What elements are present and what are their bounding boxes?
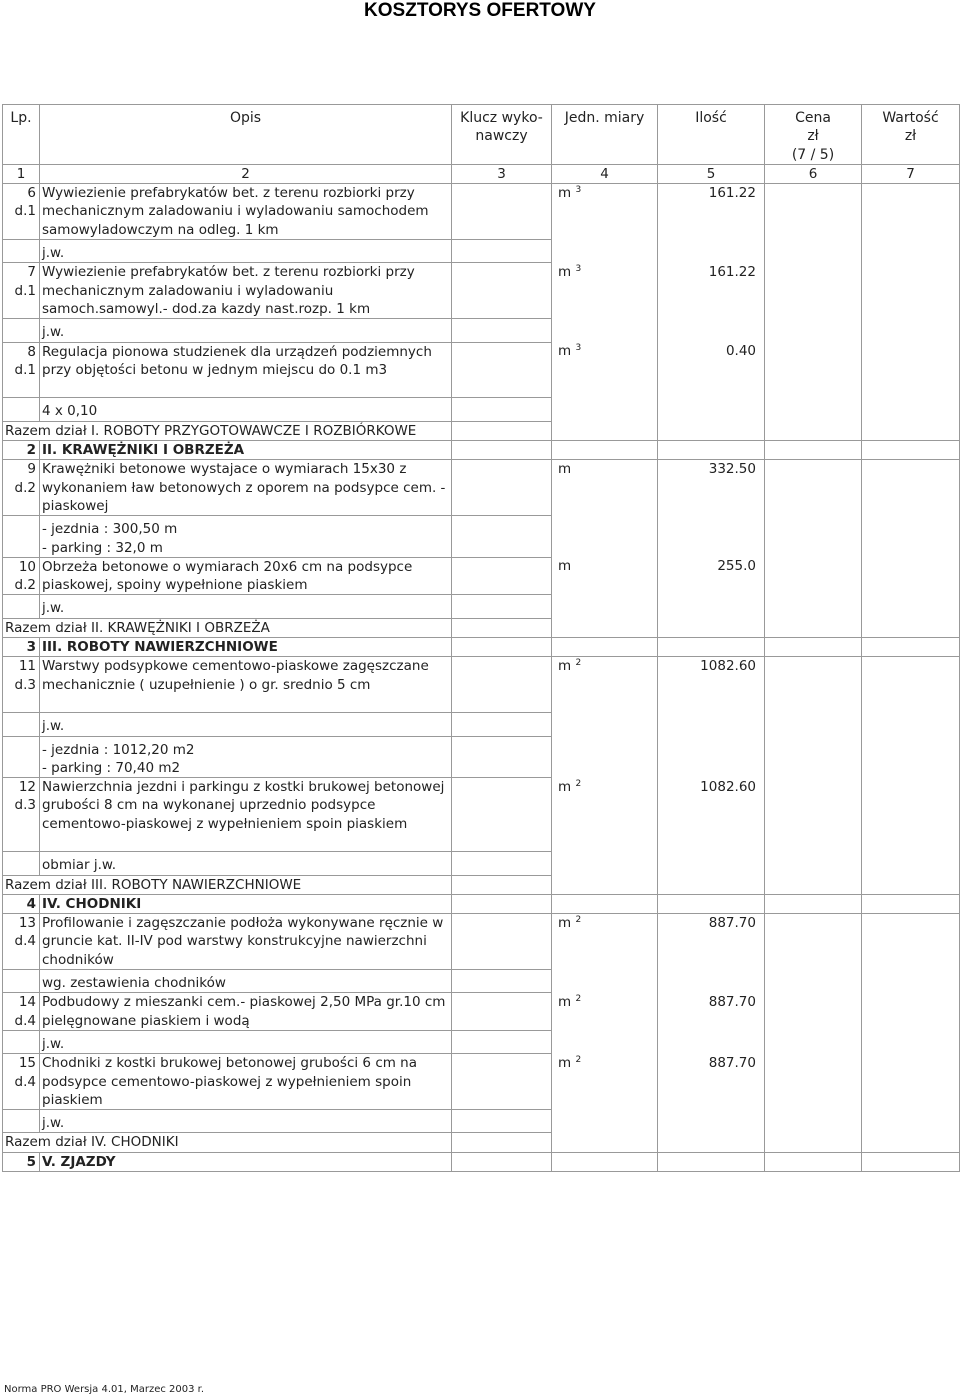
table-row — [3, 657, 960, 713]
header-cena: Cena zł (7 / 5) — [765, 105, 862, 165]
table-row — [3, 1133, 960, 1152]
measure-note: wg. zestawienia chodników — [40, 970, 452, 993]
empty-cell — [552, 713, 658, 736]
section-number: 2 — [3, 441, 40, 460]
empty-cell — [862, 1152, 960, 1171]
empty-cell — [862, 618, 960, 637]
empty-cell — [452, 516, 552, 558]
item-unit — [552, 342, 658, 398]
item-key — [452, 460, 552, 516]
measure-note: j.w. — [40, 1110, 452, 1133]
item-description: Krawężniki betonowe wystajace o wymiarach 15x30 z wykonaniem ław betonowych z oporem na podsypce cem. - piaskowej — [40, 460, 452, 516]
footer-note: Norma PRO Wersja 4.01, Marzec 2003 r. — [4, 1384, 205, 1395]
unit-label: m — [558, 263, 572, 280]
item-unit — [552, 460, 658, 516]
unit-label: m — [558, 658, 572, 675]
item-key — [452, 342, 552, 398]
empty-cell — [862, 1133, 960, 1152]
item-unit — [552, 557, 658, 595]
empty-cell — [862, 1110, 960, 1133]
empty-cell — [862, 852, 960, 875]
empty-cell — [862, 914, 960, 970]
empty-cell — [452, 638, 552, 657]
section-heading: III. ROBOTY NAWIERZCHNIOWE — [40, 638, 452, 657]
item-number: 9 d.2 — [3, 460, 40, 516]
empty-cell — [3, 852, 40, 875]
item-number: 6 d.1 — [3, 184, 40, 240]
table-row — [3, 1152, 960, 1171]
table-row — [3, 441, 960, 460]
empty-cell — [658, 875, 765, 894]
item-key — [452, 184, 552, 240]
table-row — [3, 342, 960, 398]
header-lp: Lp. — [3, 105, 40, 165]
table-row — [3, 875, 960, 894]
empty-cell — [552, 638, 658, 657]
empty-cell — [658, 398, 765, 421]
empty-cell — [765, 778, 862, 852]
table-row — [3, 595, 960, 618]
empty-cell — [3, 713, 40, 736]
item-quantity: 0.40 — [658, 342, 765, 398]
measure-note: - jezdnia : 1012,20 m2 - parking : 70,40 m2 — [40, 736, 452, 778]
item-unit — [552, 184, 658, 240]
header-ilosc: Ilość — [658, 105, 765, 165]
item-number: 10 d.2 — [3, 557, 40, 595]
empty-cell — [765, 460, 862, 516]
unit-label: m — [558, 558, 572, 575]
table-row — [3, 638, 960, 657]
empty-cell — [765, 263, 862, 319]
table-row — [3, 398, 960, 421]
measure-note: j.w. — [40, 319, 452, 342]
empty-cell — [765, 240, 862, 263]
item-unit — [552, 657, 658, 713]
empty-cell — [765, 398, 862, 421]
empty-cell — [862, 557, 960, 595]
empty-cell — [765, 736, 862, 778]
unit-label: m — [558, 993, 572, 1010]
empty-cell — [552, 970, 658, 993]
empty-cell — [862, 398, 960, 421]
empty-cell — [552, 319, 658, 342]
empty-cell — [658, 1110, 765, 1133]
empty-cell — [452, 1133, 552, 1152]
column-number: 6 — [765, 164, 862, 183]
table-row — [3, 914, 960, 970]
unit-exponent: 3 — [575, 263, 582, 274]
section-summary: Razem dział I. ROBOTY PRZYGOTOWAWCZE I ROZBIÓRKOWE — [3, 421, 452, 440]
column-number: 3 — [452, 164, 552, 183]
measure-note: j.w. — [40, 595, 452, 618]
empty-cell — [552, 875, 658, 894]
table-row — [3, 618, 960, 637]
table-row — [3, 894, 960, 913]
empty-cell — [862, 460, 960, 516]
item-key — [452, 263, 552, 319]
empty-cell — [862, 713, 960, 736]
item-key — [452, 914, 552, 970]
item-quantity: 1082.60 — [658, 778, 765, 852]
empty-cell — [862, 421, 960, 440]
empty-cell — [658, 319, 765, 342]
section-heading: V. ZJAZDY — [40, 1152, 452, 1171]
table-row — [3, 713, 960, 736]
empty-cell — [3, 970, 40, 993]
empty-cell — [765, 441, 862, 460]
empty-cell — [765, 1152, 862, 1171]
empty-cell — [862, 736, 960, 778]
column-number: 4 — [552, 164, 658, 183]
empty-cell — [552, 1152, 658, 1171]
empty-cell — [862, 595, 960, 618]
empty-cell — [3, 319, 40, 342]
empty-cell — [765, 184, 862, 240]
item-key — [452, 657, 552, 713]
table-row — [3, 1054, 960, 1110]
empty-cell — [862, 263, 960, 319]
item-key — [452, 993, 552, 1031]
unit-label: m — [558, 1054, 572, 1071]
table-row — [3, 557, 960, 595]
empty-cell — [658, 240, 765, 263]
empty-cell — [765, 875, 862, 894]
header-jedn: Jedn. miary — [552, 105, 658, 165]
empty-cell — [552, 852, 658, 875]
empty-cell — [765, 852, 862, 875]
empty-cell — [862, 894, 960, 913]
empty-cell — [658, 1133, 765, 1152]
table-row — [3, 993, 960, 1031]
column-number: 5 — [658, 164, 765, 183]
unit-exponent: 3 — [575, 343, 582, 354]
item-description: Profilowanie i zagęszczanie podłoża wykonywane ręcznie w gruncie kat. II-IV pod warstwy konstrukcyjne nawierzchni chodników — [40, 914, 452, 970]
empty-cell — [765, 342, 862, 398]
empty-cell — [862, 342, 960, 398]
empty-cell — [765, 595, 862, 618]
empty-cell — [452, 595, 552, 618]
header-klucz: Klucz wyko- nawczy — [452, 105, 552, 165]
empty-cell — [765, 914, 862, 970]
empty-cell — [862, 319, 960, 342]
empty-cell — [452, 852, 552, 875]
item-quantity: 161.22 — [658, 184, 765, 240]
empty-cell — [452, 319, 552, 342]
empty-cell — [862, 184, 960, 240]
table-row — [3, 852, 960, 875]
table-row — [3, 421, 960, 440]
empty-cell — [862, 778, 960, 852]
header-wartosc: Wartość zł — [862, 105, 960, 165]
empty-cell — [658, 894, 765, 913]
table-row — [3, 319, 960, 342]
measure-note: j.w. — [40, 1030, 452, 1053]
measure-note: - jezdnia : 300,50 m - parking : 32,0 m — [40, 516, 452, 558]
item-quantity: 887.70 — [658, 993, 765, 1031]
empty-cell — [658, 516, 765, 558]
unit-label: m — [558, 185, 572, 202]
table-body — [3, 105, 960, 1172]
empty-cell — [765, 421, 862, 440]
table-row — [3, 184, 960, 240]
empty-cell — [765, 618, 862, 637]
empty-cell — [862, 516, 960, 558]
unit-exponent: 3 — [575, 185, 582, 196]
measure-note: obmiar j.w. — [40, 852, 452, 875]
header-opis: Opis — [40, 105, 452, 165]
section-heading: IV. CHODNIKI — [40, 894, 452, 913]
item-description: Regulacja pionowa studzienek dla urządzeń podziemnych przy objętości betonu w jednym miejscu do 0.1 m3 — [40, 342, 452, 398]
empty-cell — [765, 1110, 862, 1133]
unit-label: m — [558, 915, 572, 932]
table-row — [3, 263, 960, 319]
item-unit — [552, 1054, 658, 1110]
table-row — [3, 736, 960, 778]
page-title: KOSZTORYS OFERTOWY — [364, 0, 596, 21]
unit-exponent: 2 — [575, 1054, 582, 1065]
empty-cell — [3, 1030, 40, 1053]
empty-cell — [765, 657, 862, 713]
empty-cell — [552, 618, 658, 637]
empty-cell — [765, 1030, 862, 1053]
empty-cell — [3, 516, 40, 558]
item-key — [452, 1054, 552, 1110]
item-quantity: 1082.60 — [658, 657, 765, 713]
measure-note: 4 x 0,10 — [40, 398, 452, 421]
column-number-row — [3, 164, 960, 183]
empty-cell — [452, 398, 552, 421]
empty-cell — [862, 970, 960, 993]
item-description: Warstwy podsypkowe cementowo-piaskowe zagęszczane mechanicznie ( uzupełnienie ) o gr. srednio 5 cm — [40, 657, 452, 713]
empty-cell — [552, 1110, 658, 1133]
item-number: 15 d.4 — [3, 1054, 40, 1110]
empty-cell — [552, 1030, 658, 1053]
unit-label: m — [558, 343, 572, 360]
item-unit — [552, 914, 658, 970]
unit-exponent: 2 — [575, 658, 582, 669]
empty-cell — [552, 421, 658, 440]
empty-cell — [658, 618, 765, 637]
empty-cell — [552, 240, 658, 263]
empty-cell — [765, 1054, 862, 1110]
empty-cell — [3, 398, 40, 421]
item-unit — [552, 993, 658, 1031]
item-quantity: 161.22 — [658, 263, 765, 319]
empty-cell — [452, 421, 552, 440]
empty-cell — [452, 970, 552, 993]
measure-note: j.w. — [40, 713, 452, 736]
empty-cell — [552, 516, 658, 558]
column-number: 7 — [862, 164, 960, 183]
item-description: Nawierzchnia jezdni i parkingu z kostki brukowej betonowej grubości 8 cm na wykonanej uprzednio podsypce cementowo-piaskowej z wypełnieniem spoin piaskiem — [40, 778, 452, 852]
table-row — [3, 778, 960, 852]
empty-cell — [552, 398, 658, 421]
empty-cell — [452, 1030, 552, 1053]
empty-cell — [452, 618, 552, 637]
empty-cell — [3, 240, 40, 263]
empty-cell — [862, 875, 960, 894]
section-summary: Razem dział II. KRAWĘŻNIKI I OBRZEŻA — [3, 618, 452, 637]
empty-cell — [552, 595, 658, 618]
measure-note: j.w. — [40, 240, 452, 263]
empty-cell — [452, 441, 552, 460]
table-row — [3, 1110, 960, 1133]
empty-cell — [765, 894, 862, 913]
item-unit — [552, 778, 658, 852]
section-number: 4 — [3, 894, 40, 913]
empty-cell — [552, 736, 658, 778]
empty-cell — [658, 970, 765, 993]
section-summary: Razem dział III. ROBOTY NAWIERZCHNIOWE — [3, 875, 452, 894]
table-row — [3, 460, 960, 516]
empty-cell — [658, 638, 765, 657]
item-number: 12 d.3 — [3, 778, 40, 852]
empty-cell — [3, 1110, 40, 1133]
empty-cell — [862, 1054, 960, 1110]
item-quantity: 887.70 — [658, 1054, 765, 1110]
empty-cell — [658, 1152, 765, 1171]
empty-cell — [3, 595, 40, 618]
empty-cell — [862, 638, 960, 657]
empty-cell — [765, 557, 862, 595]
item-quantity: 255.0 — [658, 557, 765, 595]
section-summary: Razem dział IV. CHODNIKI — [3, 1133, 452, 1152]
table-row — [3, 1030, 960, 1053]
section-number: 3 — [3, 638, 40, 657]
empty-cell — [552, 1133, 658, 1152]
item-quantity: 887.70 — [658, 914, 765, 970]
empty-cell — [658, 441, 765, 460]
empty-cell — [658, 1030, 765, 1053]
empty-cell — [765, 1133, 862, 1152]
empty-cell — [658, 852, 765, 875]
table-row — [3, 970, 960, 993]
empty-cell — [862, 657, 960, 713]
item-number: 13 d.4 — [3, 914, 40, 970]
empty-cell — [658, 736, 765, 778]
item-number: 8 d.1 — [3, 342, 40, 398]
section-heading: II. KRAWĘŻNIKI I OBRZEŻA — [40, 441, 452, 460]
item-quantity: 332.50 — [658, 460, 765, 516]
unit-exponent: 2 — [575, 993, 582, 1004]
unit-exponent: 2 — [575, 778, 582, 789]
empty-cell — [658, 713, 765, 736]
item-number: 11 d.3 — [3, 657, 40, 713]
item-key — [452, 557, 552, 595]
empty-cell — [452, 736, 552, 778]
table-row — [3, 240, 960, 263]
empty-cell — [452, 894, 552, 913]
empty-cell — [452, 1152, 552, 1171]
unit-label: m — [558, 461, 572, 478]
empty-cell — [765, 713, 862, 736]
item-description: Wywiezienie prefabrykatów bet. z terenu rozbiorki przy mechanicznym zaladowaniu i wyladowaniu samoch.samowyl.- dod.za kazdy nast.rozp. 1 km — [40, 263, 452, 319]
unit-label: m — [558, 778, 572, 795]
empty-cell — [658, 421, 765, 440]
cost-estimate-table — [2, 104, 960, 1172]
unit-exponent: 2 — [575, 915, 582, 926]
section-number: 5 — [3, 1152, 40, 1171]
empty-cell — [765, 993, 862, 1031]
column-number: 1 — [3, 164, 40, 183]
table-row — [3, 516, 960, 558]
item-unit — [552, 263, 658, 319]
item-description: Chodniki z kostki brukowej betonowej grubości 6 cm na podsypce cementowo-piaskowej z wypełnieniem spoin piaskiem — [40, 1054, 452, 1110]
empty-cell — [862, 240, 960, 263]
empty-cell — [452, 875, 552, 894]
header-row — [3, 105, 960, 165]
empty-cell — [765, 638, 862, 657]
empty-cell — [765, 319, 862, 342]
item-key — [452, 778, 552, 852]
item-description: Podbudowy z mieszanki cem.- piaskowej 2,50 MPa gr.10 cm pielęgnowane piaskiem i wodą — [40, 993, 452, 1031]
empty-cell — [452, 713, 552, 736]
empty-cell — [552, 894, 658, 913]
empty-cell — [658, 595, 765, 618]
item-description: Wywiezienie prefabrykatów bet. z terenu rozbiorki przy mechanicznym zaladowaniu i wyladowaniu samochodem samowyladowczym na odleg. 1 km — [40, 184, 452, 240]
empty-cell — [765, 516, 862, 558]
empty-cell — [862, 441, 960, 460]
empty-cell — [452, 1110, 552, 1133]
empty-cell — [765, 970, 862, 993]
item-description: Obrzeża betonowe o wymiarach 20x6 cm na podsypce piaskowej, spoiny wypełnione piaskiem — [40, 557, 452, 595]
empty-cell — [3, 736, 40, 778]
empty-cell — [452, 240, 552, 263]
item-number: 14 d.4 — [3, 993, 40, 1031]
empty-cell — [552, 441, 658, 460]
item-number: 7 d.1 — [3, 263, 40, 319]
column-number: 2 — [40, 164, 452, 183]
empty-cell — [862, 1030, 960, 1053]
empty-cell — [862, 993, 960, 1031]
